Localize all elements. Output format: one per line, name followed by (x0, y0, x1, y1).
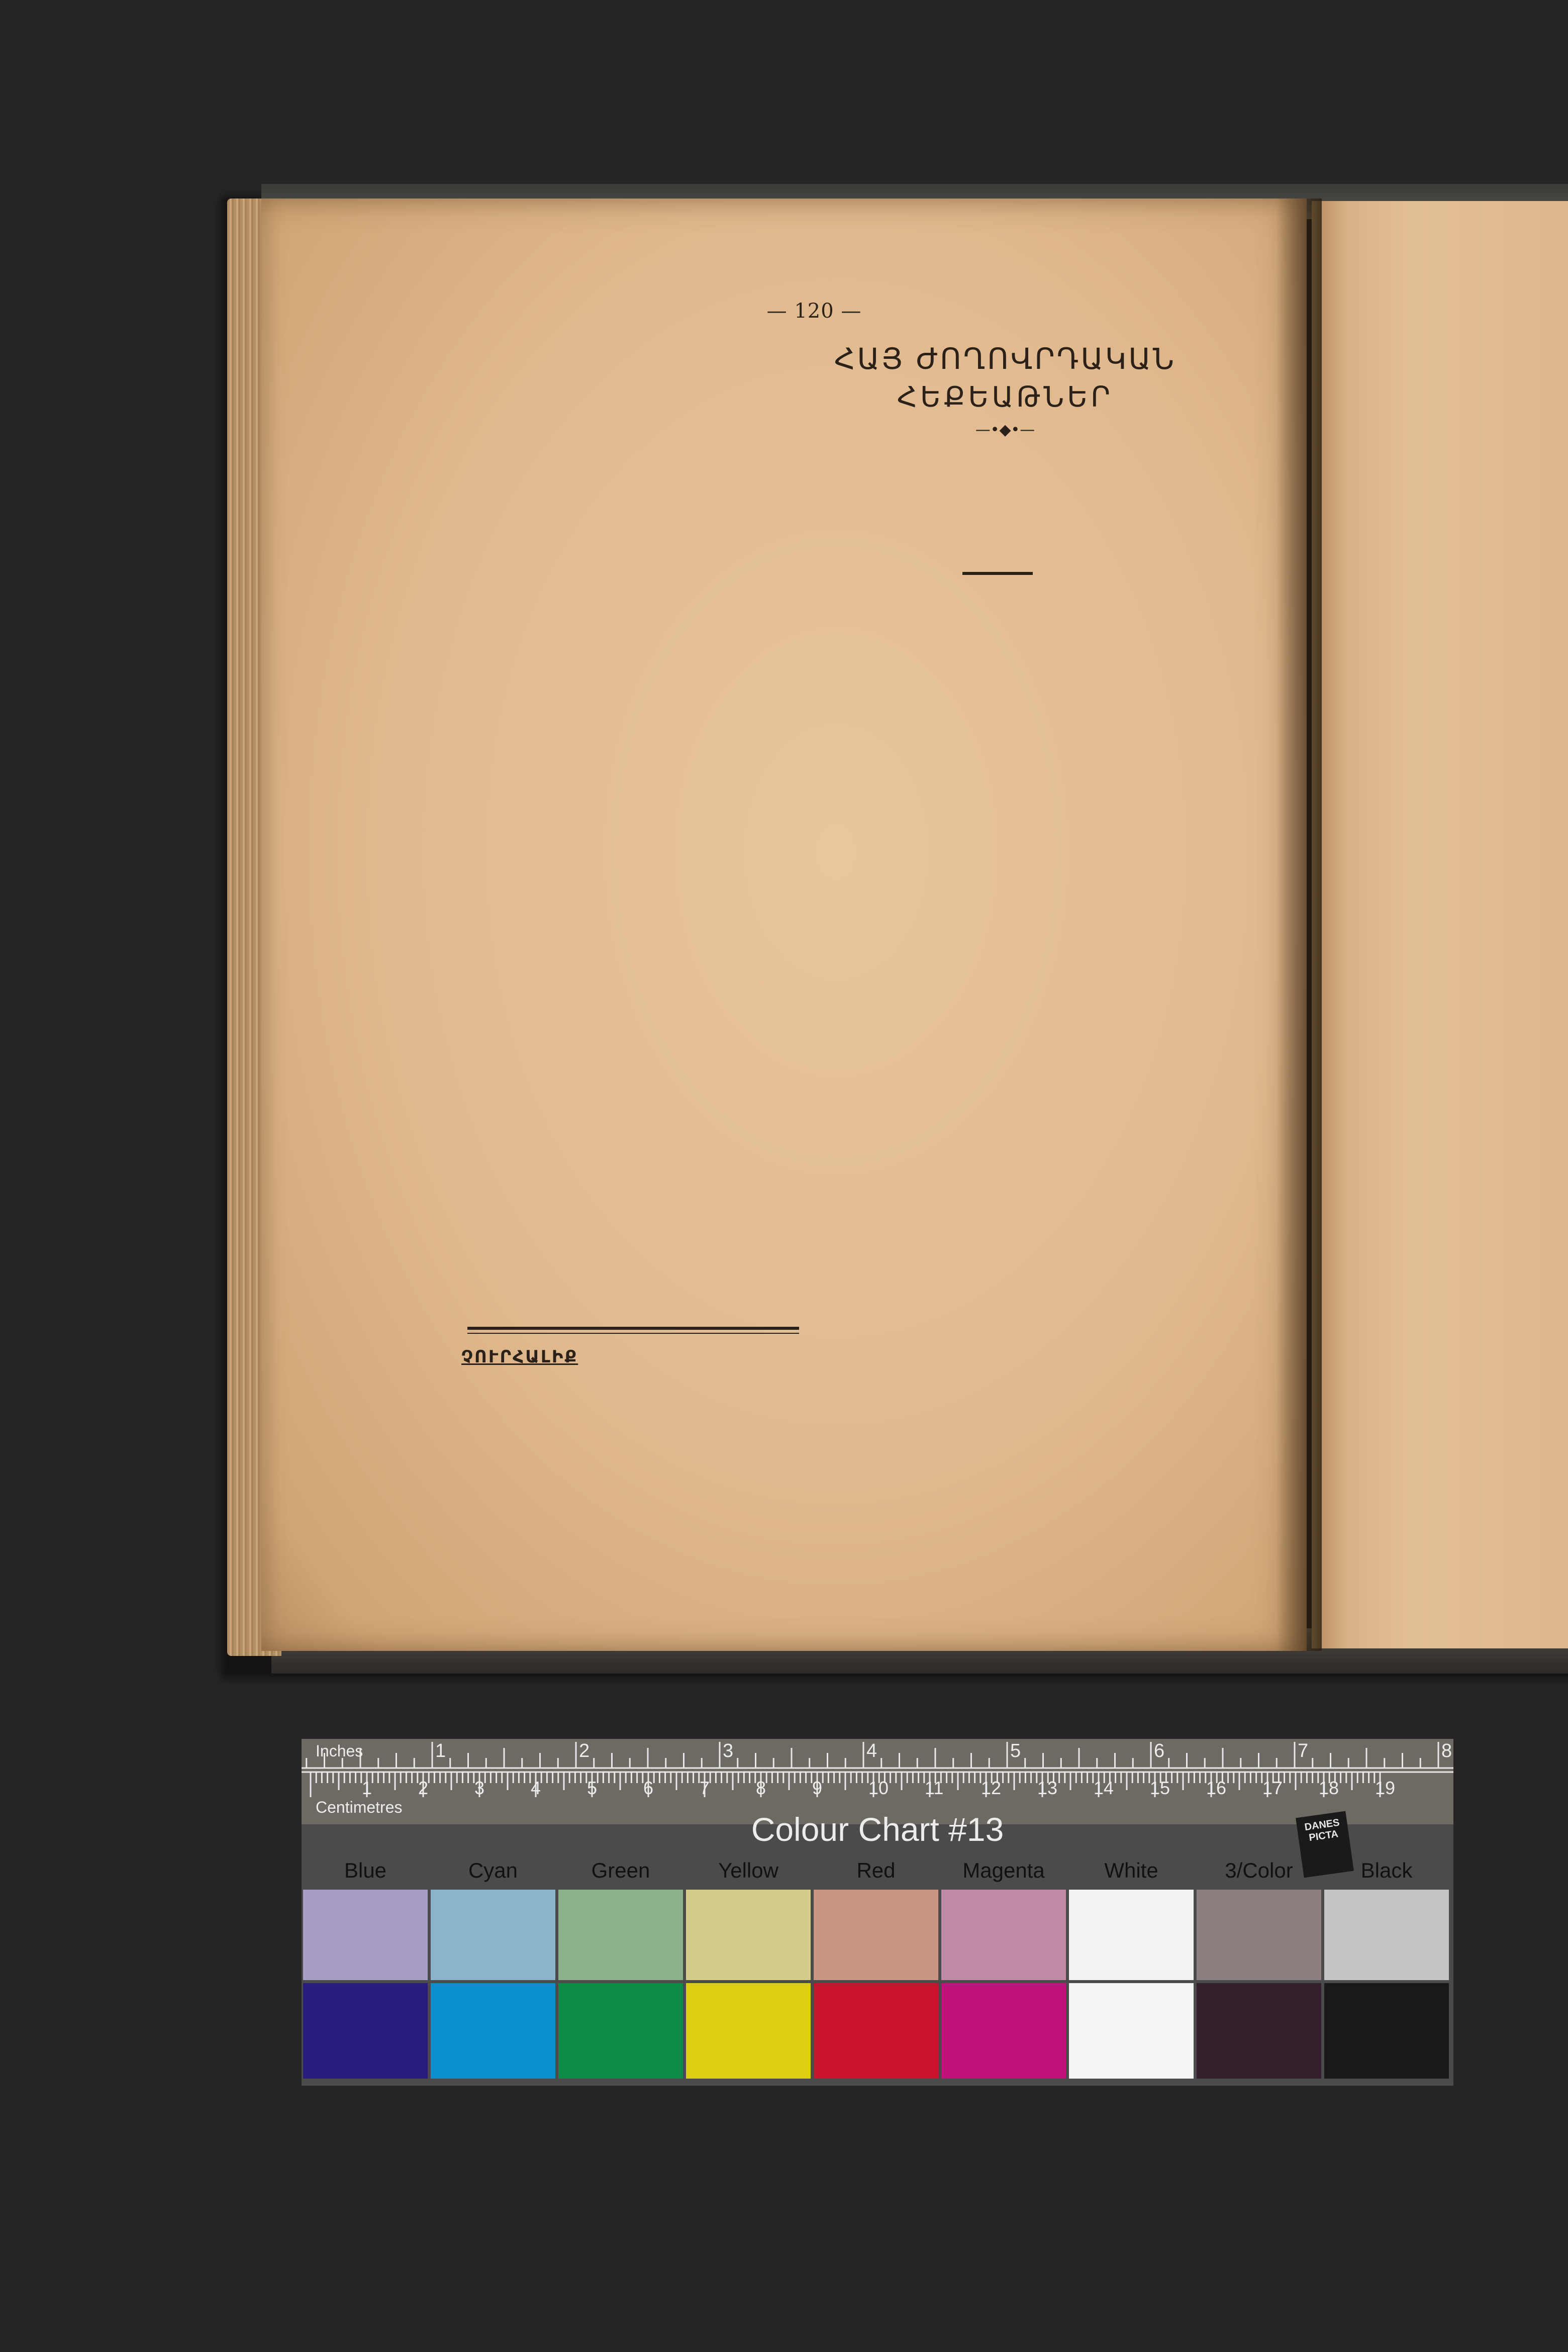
ruler-cm-number: 5 (587, 1778, 598, 1798)
title-ornament: —•◆•— (975, 421, 1035, 439)
swatch-label: Magenta (962, 1858, 1045, 1882)
swatch-top (1324, 1890, 1449, 1980)
swatch-bottom (558, 1983, 683, 2079)
ruler-cm-number: 15 (1150, 1778, 1170, 1798)
ruler-inches-label: Inches (316, 1742, 363, 1760)
swatch-bottom (303, 1983, 428, 2079)
swatch-top (558, 1890, 683, 1980)
ruler-cm-number: 11 (925, 1778, 944, 1798)
ruler-inch-number: 4 (866, 1740, 877, 1761)
swatch-label: Green (591, 1858, 650, 1882)
ruler-cm-number: 16 (1206, 1778, 1227, 1798)
swatch-label: White (1104, 1858, 1158, 1882)
swatch-top (1197, 1890, 1321, 1980)
swatch-top (686, 1890, 811, 1980)
ruler-cm-number: 4 (531, 1778, 541, 1798)
ruler-cm-number: 10 (868, 1778, 889, 1798)
ruler-cm-label: Centimetres (316, 1798, 403, 1816)
ruler-cm-number: 2 (418, 1778, 429, 1798)
collection-title-line1: ՀԱՅ ԺՈՂՈՎՐԴԱԿԱՆ (834, 342, 1177, 376)
left-page (261, 199, 1307, 1651)
swatch-bottom (1197, 1983, 1321, 2079)
ruler-cm-number: 17 (1262, 1778, 1283, 1798)
swatch-top (941, 1890, 1066, 1980)
swatch-area (302, 1858, 1453, 2086)
ruler-inch-number: 5 (1010, 1740, 1021, 1761)
swatch-top (1069, 1890, 1194, 1980)
ruler-inch-number: 6 (1154, 1740, 1165, 1761)
swatch-bottom (686, 1983, 811, 2079)
ruler-cm-number: 12 (981, 1778, 1002, 1798)
ruler-cm-number: 13 (1037, 1778, 1058, 1798)
swatch-label: 3/Color (1225, 1858, 1293, 1882)
ruler-cm-number: 19 (1375, 1778, 1396, 1798)
story-title-rule (962, 572, 1033, 575)
ruler-cm-number: 1 (362, 1778, 372, 1798)
ruler-cm-number: 8 (756, 1778, 766, 1798)
chart-title: Colour Chart #13 (751, 1811, 1004, 1848)
book-gutter (1277, 199, 1322, 1651)
swatch-bottom (1069, 1983, 1194, 2079)
section-title: ՉՈՒՐՀԱԼԻՔ (461, 1347, 578, 1367)
ruler-cm-number: 18 (1319, 1778, 1339, 1798)
swatch-bottom (431, 1983, 555, 2079)
danes-picta-logo: DANES PICTA (1296, 1811, 1354, 1878)
right-page-text (1411, 338, 1568, 1539)
ruler-cm-number: 3 (474, 1778, 485, 1798)
section-divider-thin (467, 1333, 799, 1334)
ruler-inch-number: 2 (579, 1740, 590, 1761)
swatch-top (431, 1890, 555, 1980)
collection-title-line2: ՀԵՔԵԱԹՆԵՐ (897, 381, 1114, 414)
ruler-inch-number: 8 (1441, 1740, 1452, 1761)
section-divider (467, 1327, 799, 1330)
page-number: — 120 — (766, 300, 862, 323)
swatch-bottom (941, 1983, 1066, 2079)
swatch-label: Blue (344, 1858, 387, 1882)
ruler-cm-number: 14 (1094, 1778, 1114, 1798)
colour-chart (302, 1739, 1453, 2086)
ruler-cm-number: 6 (643, 1778, 654, 1798)
ruler-inch-number: 1 (435, 1740, 446, 1761)
swatch-top (814, 1890, 938, 1980)
ruler-inch-number: 3 (723, 1740, 734, 1761)
swatch-label: Yellow (718, 1858, 778, 1882)
swatch-label: Red (856, 1858, 896, 1882)
swatch-bottom (1324, 1983, 1449, 2079)
swatch-label: Cyan (468, 1858, 518, 1882)
ruler-cm-number: 9 (812, 1778, 823, 1798)
ruler-cm-number: 7 (700, 1778, 710, 1798)
ruler-inch-number: 7 (1298, 1740, 1309, 1761)
swatch-bottom (814, 1983, 938, 2079)
swatch-label: Black (1360, 1858, 1413, 1882)
swatch-top (303, 1890, 428, 1980)
